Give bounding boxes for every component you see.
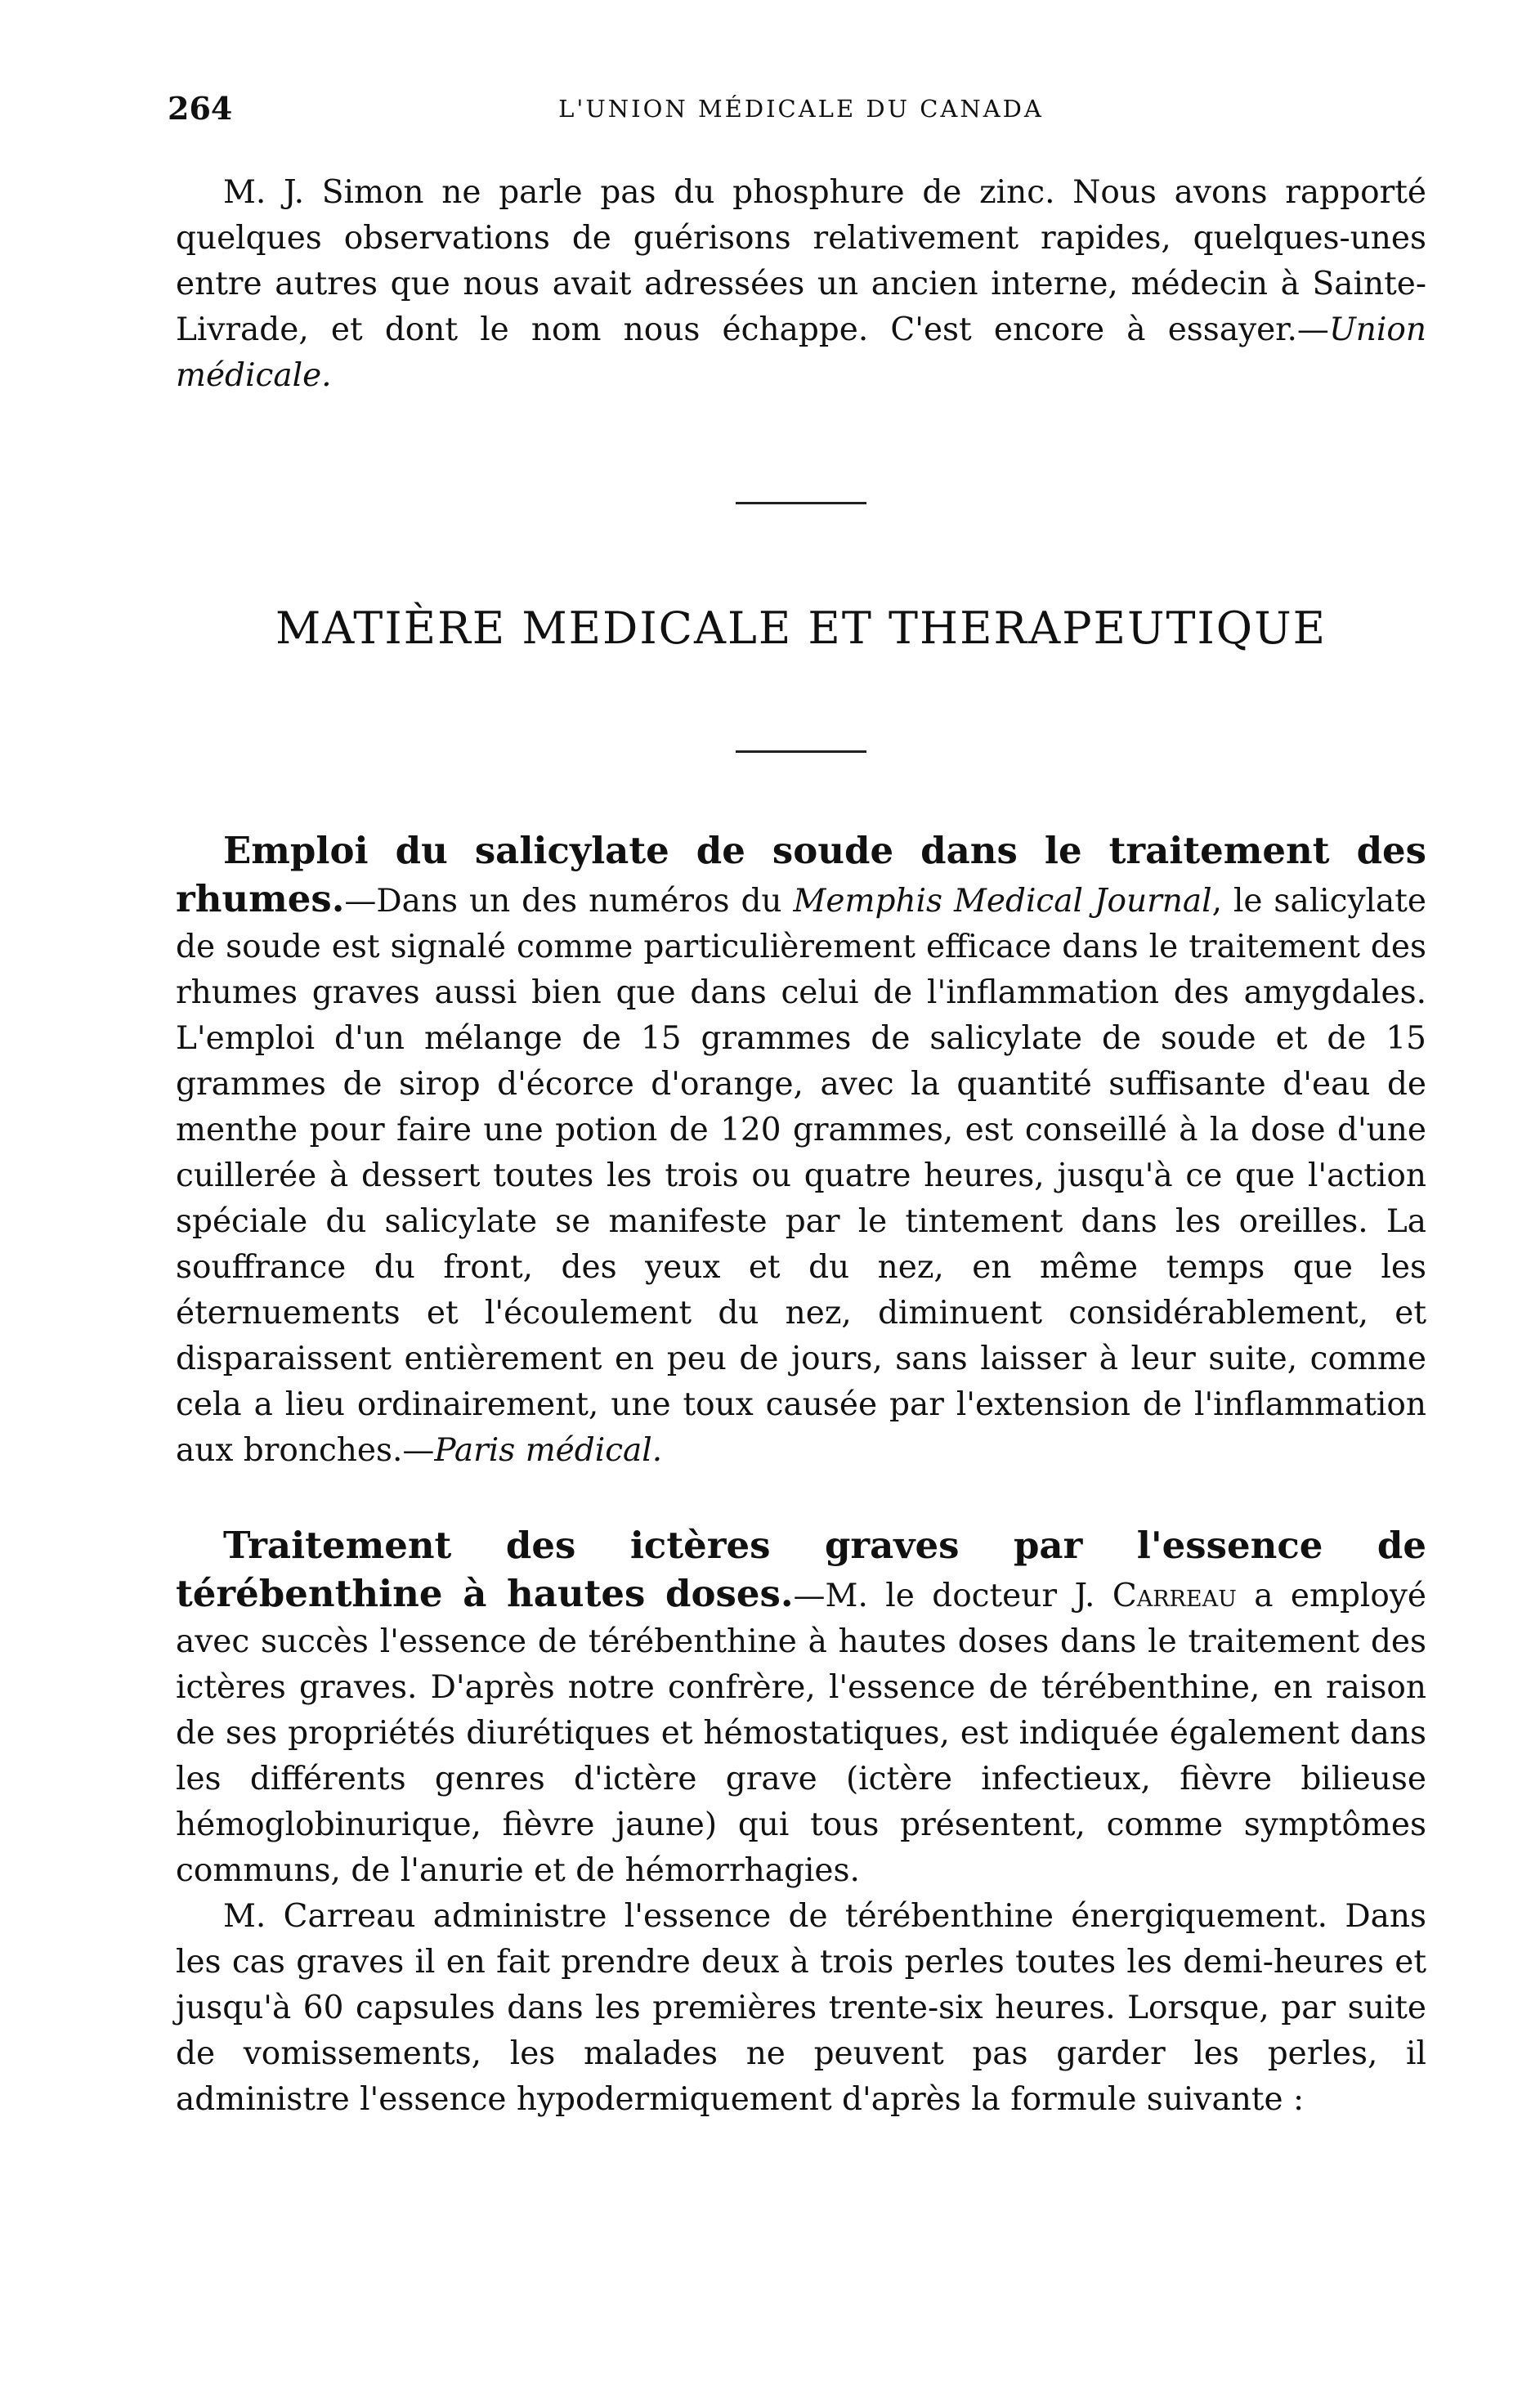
article-body: —Dans un des numéros du [344, 883, 794, 920]
article-body: , le salicylate de soude est signalé comme particulièrement efficace dans le traitement des rhumes graves aussi bien que dans celui de l'inflammation des amygdales. L'emploi d'un mélange de 15 grammes de salicylate de soude et de 15 grammes de sirop d'écorce d'orange, avec la quantité suffisante d'eau de menthe pour faire une potion de 120 grammes, est conseillé à la dose d'une cuillerée à dessert toutes les trois ou quatre heures, jusqu'à ce que l'action spéciale du salicylate se manifeste par le tintement dans les oreilles. La souffrance du front, des yeux et du nez, en même temps que les éternuements et l'écoulement du nez, diminuent considérablement, et disparaissent entièrement en peu de jours, sans laisser à leur suite, comme cela a lieu ordinairement, une toux causée par l'extension de l'inflammation aux bronches.— [176, 883, 1427, 1469]
journal-reference: Memphis Medical Journal [793, 883, 1212, 920]
journal-title: L'UNION MÉDICALE DU CANADA [558, 95, 1044, 123]
article-paragraph [176, 1523, 1426, 1894]
article-body: a employé avec succès l'essence de térébenthine à hautes doses dans le traitement des ictères graves. D'après notre confrère, l'essence de térébenthine, en raison de ses propriétés diurétiques et hémostatiques, est indiquée également dans les différents genres d'ictère grave (ictère infectieux, fièvre bilieuse hémoglobinurique, fièvre jaune) qui tous présentent, comme symptômes communs, de l'anurie et de hémorrhagies. [176, 1578, 1426, 1889]
intro-paragraph [176, 170, 1426, 399]
divider-rule [736, 750, 866, 753]
article-salicylate [176, 828, 1426, 1474]
article-ictere [176, 1523, 1426, 2123]
article-title: Emploi du salicylate de soude dans le traitement des rhumes. [176, 829, 1426, 920]
article-source: Paris médical. [434, 1432, 663, 1469]
article-title: Traitement des ictères graves par l'essence de térébenthine à hautes doses. [176, 1524, 1426, 1615]
article-paragraph [176, 828, 1426, 1474]
divider-rule [736, 502, 866, 504]
running-head [168, 90, 1426, 139]
page-number: 264 [168, 90, 233, 127]
intro-source: Union médicale. [176, 311, 1426, 394]
article-body: —M. le docteur J. [793, 1578, 1112, 1614]
intro-text: M. J. Simon ne parle pas du phosphure de zinc. Nous avons rapporté quelques observations de guérisons relativement rapides, quelques-unes entre autres que nous avait adressées un ancien interne, médecin à Sainte-Livrade, et dont le nom nous échappe. C'est encore à essayer.— [176, 174, 1426, 348]
document-page [168, 90, 1427, 2123]
article-paragraph: M. Carreau administre l'essence de térébenthine énergiquement. Dans les cas graves il en fait prendre deux à trois perles toutes les demi-heures et jusqu'à 60 capsules dans les premières trente-six heures. Lorsque, par suite de vomissements, les malades ne peuvent pas garder les perles, il administre l'essence hypodermiquement d'après la formule suivante : [176, 1898, 1426, 2118]
author-name: Carreau [1112, 1578, 1237, 1614]
section-heading: MATIÈRE MEDICALE ET THERAPEUTIQUE [275, 602, 1327, 654]
